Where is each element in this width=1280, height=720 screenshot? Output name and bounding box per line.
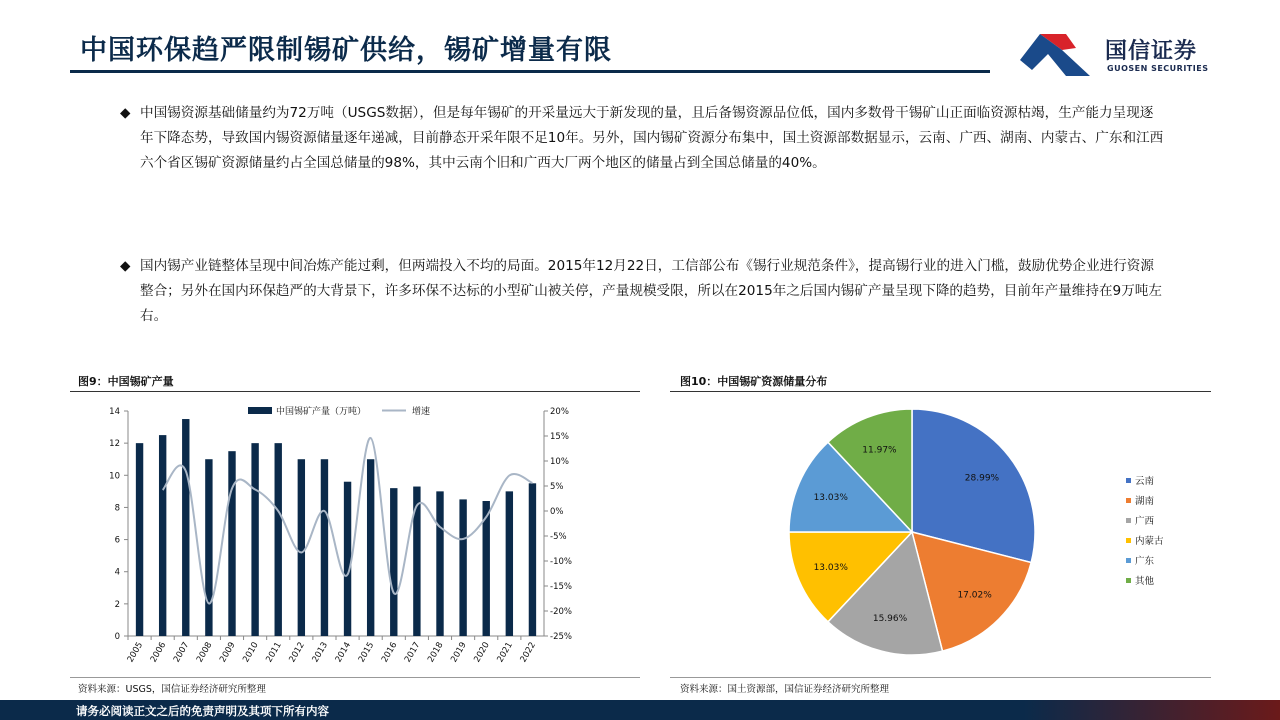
logo-name: 国信证券 [1105, 39, 1198, 64]
production-bar [344, 482, 351, 636]
x-tick-label: 2017 [403, 640, 423, 665]
x-tick-label: 2006 [148, 640, 169, 665]
production-bar [506, 491, 513, 636]
x-tick-label: 2018 [426, 640, 446, 665]
right-tick-label: 5% [550, 482, 564, 492]
tin-production-chart [70, 395, 640, 670]
production-bar [459, 499, 466, 636]
right-tick-label: 20% [550, 407, 569, 417]
x-tick-label: 2005 [125, 640, 146, 665]
pie-legend-swatch [1126, 558, 1131, 563]
bullet-text-2: 国内锡产业链整体呈现中间冶炼产能过剩，但两端投入不均的局面。2015年12月22日，工信部公布《锡行业规范条件》，提高锡行业的进入门槛，鼓励优势企业进行资源整合；另外在国内环保趋严的大背景下，许多环保不达标的小型矿山被关停，产量规模受限，所以在2015年之后国内锡矿产量呈现下降的趋势，目前年产量维持在9万吨左右。 [140, 258, 1162, 324]
legend-label-production: 中国锡矿产量（万吨） [276, 407, 367, 417]
left-tick-label: 10 [109, 471, 120, 482]
pie-slice-label: 13.03% [813, 563, 848, 574]
pie-slice-label: 17.02% [957, 590, 992, 601]
production-bar [298, 459, 305, 636]
x-tick-label: 2010 [241, 640, 261, 665]
right-tick-label: 15% [550, 432, 569, 442]
left-tick-label: 14 [109, 407, 120, 417]
pie-legend-swatch [1126, 478, 1131, 483]
footer-bar [0, 700, 1280, 720]
left-tick-label: 2 [114, 599, 120, 610]
production-bar [275, 443, 282, 636]
figure-10-source: 资料来源：国土资源部，国信证券经济研究所整理 [680, 684, 890, 695]
x-tick-label: 2009 [218, 640, 238, 665]
right-tick-label: -15% [550, 582, 572, 592]
x-tick-label: 2022 [518, 640, 539, 665]
x-tick-label: 2014 [333, 640, 354, 665]
x-tick-label: 2016 [379, 640, 400, 665]
x-tick-label: 2019 [449, 640, 469, 665]
diamond-bullet-icon: ◆ [120, 105, 131, 121]
x-tick-label: 2013 [310, 640, 331, 665]
right-tick-label: -10% [550, 557, 572, 567]
legend-label-growth: 增速 [412, 407, 431, 417]
production-bar [251, 443, 258, 636]
production-bar [321, 459, 328, 636]
left-tick-label: 6 [114, 535, 120, 546]
page-title: 中国环保趋严限制锡矿供给，锡矿增量有限 [80, 35, 612, 66]
left-tick-label: 8 [114, 503, 120, 514]
pie-legend-label: 广西 [1135, 516, 1155, 527]
figure-10-top-rule [670, 391, 1211, 392]
x-tick-label: 2012 [287, 640, 307, 665]
pie-legend-label: 广东 [1135, 556, 1155, 567]
production-bar [413, 487, 420, 636]
production-bar [136, 443, 143, 636]
bullet-paragraph-1 [120, 101, 1165, 176]
bullet-paragraph-2 [120, 254, 1165, 329]
x-tick-label: 2020 [472, 640, 492, 665]
figure-9-source: 资料来源：USGS，国信证券经济研究所整理 [78, 684, 266, 695]
x-tick-label: 2015 [356, 640, 377, 665]
right-tick-label: 10% [550, 457, 569, 467]
title-divider [70, 70, 990, 73]
production-bar [182, 419, 189, 636]
figure-9-top-rule [70, 391, 640, 392]
production-bar [159, 435, 166, 636]
figure-10-title: 图10：中国锡矿资源储量分布 [680, 375, 828, 388]
right-tick-label: -20% [550, 607, 572, 617]
production-bar [367, 459, 374, 636]
production-bar [228, 451, 235, 636]
pie-slice-label: 15.96% [872, 613, 908, 624]
pie-slice-label: 28.99% [964, 473, 1000, 484]
production-bar [529, 483, 536, 636]
legend-swatch-production [248, 407, 272, 414]
x-tick-label: 2007 [171, 640, 192, 665]
right-tick-label: -5% [550, 532, 567, 542]
tin-reserves-pie-chart [670, 395, 1211, 670]
diamond-bullet-icon: ◆ [120, 258, 131, 274]
x-tick-label: 2008 [195, 640, 215, 665]
pie-legend-label: 云南 [1135, 476, 1155, 487]
bullet-text-1: 中国锡资源基础储量约为72万吨（USGS数据），但是每年锡矿的开采量远大于新发现的量，且后备锡资源品位低，国内多数骨干锡矿山正面临资源枯竭，生产能力呈现逐年下降态势，导致国内锡资源储量逐年递减，目前静态开采年限不足10年。另外，国内锡矿资源分布集中，国土资源部数据显示，云南、广西、湖南、内蒙古、广东和江西六个省区锡矿资源储量约占全国总储量的98%，其中云南个旧和广西大厂两个地区的储量占到全国总储量的40%。 [140, 105, 1164, 171]
right-tick-label: -25% [550, 632, 572, 642]
production-bar [390, 488, 397, 636]
production-bar [436, 491, 443, 636]
footer-disclaimer: 请务必阅读正文之后的免责声明及其项下所有内容 [76, 704, 329, 718]
x-tick-label: 2021 [495, 640, 515, 665]
pie-legend-swatch [1126, 578, 1131, 583]
figure-10-bottom-rule [670, 677, 1211, 678]
left-tick-label: 12 [109, 439, 120, 450]
pie-legend-swatch [1126, 538, 1131, 543]
pie-legend-label: 其他 [1135, 576, 1155, 587]
pie-legend-label: 内蒙古 [1135, 536, 1164, 547]
pie-legend-swatch [1126, 498, 1131, 503]
x-tick-label: 2011 [264, 640, 284, 665]
figure-9-bottom-rule [70, 677, 640, 678]
pie-slice-label: 13.03% [813, 492, 848, 503]
logo-subtitle: GUOSEN SECURITIES [1107, 64, 1209, 73]
left-tick-label: 4 [114, 567, 120, 578]
right-tick-label: 0% [550, 507, 564, 517]
production-bar [205, 459, 212, 636]
pie-legend-swatch [1126, 518, 1131, 523]
pie-legend-label: 湖南 [1135, 496, 1155, 507]
figure-9-title: 图9：中国锡矿产量 [78, 375, 174, 388]
pie-slice-label: 11.97% [862, 445, 897, 456]
left-tick-label: 0 [114, 632, 120, 642]
